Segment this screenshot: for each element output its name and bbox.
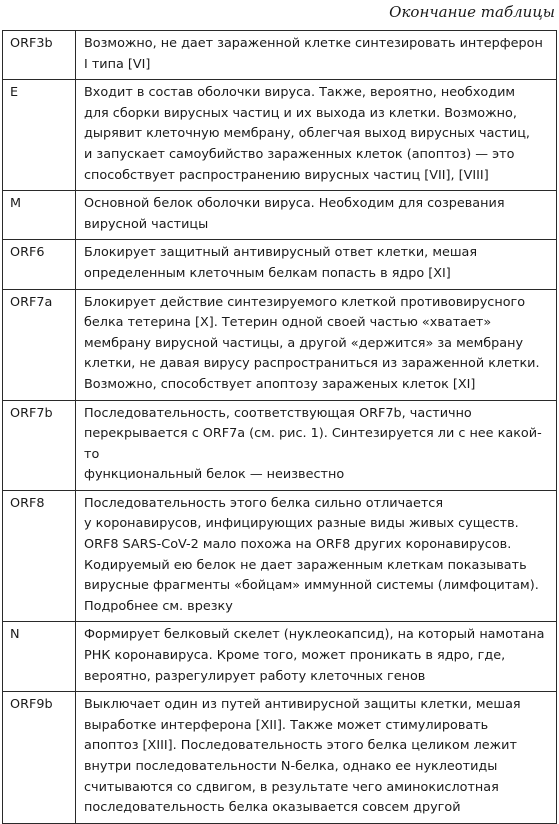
- gene-name-cell: ORF9b: [3, 692, 76, 824]
- description-line: перекрывается с ORF7a (см. рис. 1). Синтезируется ли с нее какой-то: [84, 426, 542, 462]
- table-row: [3, 289, 557, 400]
- description-line: Последовательность, соответствующая ORF7b, частично: [84, 405, 472, 421]
- gene-description-cell: [76, 240, 557, 289]
- description-line: вирусной частицы: [84, 216, 209, 232]
- description-line: I типа [VI]: [84, 56, 151, 72]
- description-line: внутри последовательности N-белка, однако ее нуклеотиды: [84, 759, 498, 774]
- description-line: Основной белок оболочки вируса. Необходим для созревания: [84, 196, 505, 212]
- table-row: [3, 31, 557, 80]
- description-line: Последовательность этого белка сильно отличается: [84, 495, 444, 511]
- table-row: [3, 191, 557, 240]
- gene-description-cell: [76, 692, 557, 824]
- description-line: способствует распространению вирусных частиц [VII], [VIII]: [84, 167, 489, 183]
- gene-description-cell: [76, 289, 557, 400]
- description-line: мембрану вирусной частицы, а другой «держится» за мембрану: [84, 335, 524, 351]
- description-line: дырявит клеточную мембрану, облегчая выход вирусных частиц,: [84, 126, 530, 142]
- description-line: у коронавирусов, инфицирующих разные виды живых существ.: [84, 516, 519, 532]
- description-line: считываются со сдвигом, в результате чего аминокислотная: [84, 779, 499, 795]
- gene-function-table: [2, 30, 557, 824]
- description-line: функциональный белок — неизвестно: [84, 467, 345, 483]
- table-row: [3, 80, 557, 191]
- gene-description-cell: [76, 80, 557, 191]
- gene-description-cell: [76, 622, 557, 692]
- description-line: ORF8 SARS-CoV-2 мало похожа на ORF8 других коронавирусов.: [84, 537, 512, 553]
- table-row: [3, 692, 557, 824]
- description-line: Формирует белковый скелет (нуклеокапсид), на который намотана: [84, 627, 545, 643]
- gene-name-cell: E: [3, 80, 76, 191]
- gene-name-cell: ORF7b: [3, 400, 76, 490]
- description-line: Возможно, способствует апоптозу зараженых клеток [XI]: [84, 376, 476, 392]
- description-line: и запускает самоубийство зараженных клеток (апоптоз) — это: [84, 146, 515, 162]
- description-line: Возможно, не дает зараженной клетке синтезировать интерферон: [84, 36, 543, 51]
- gene-name-cell: ORF3b: [3, 31, 76, 80]
- description-line: Подробнее см. врезку: [84, 598, 233, 614]
- description-line: белка тетерина [X]. Тетерин одной своей частью «хватает»: [84, 315, 492, 331]
- table-row: [3, 490, 557, 622]
- description-line: вероятно, разрегулирует работу клеточных генов: [84, 668, 426, 684]
- gene-name-cell: ORF8: [3, 490, 76, 622]
- gene-description-cell: [76, 400, 557, 490]
- description-line: Кодируемый ею белок не дает зараженным клеткам показывать: [84, 557, 527, 573]
- gene-description-cell: [76, 490, 557, 622]
- description-line: для сборки вирусных частиц и их выхода из клетки. Возможно,: [84, 105, 517, 121]
- table-row: [3, 240, 557, 289]
- table-row: [3, 400, 557, 490]
- description-line: Входит в состав оболочки вируса. Также, вероятно, необходим: [84, 85, 516, 101]
- description-line: Выключает один из путей антивирусной защиты клетки, мешая: [84, 697, 521, 713]
- description-line: последовательность белка оказывается совсем другой: [84, 800, 461, 816]
- description-line: Блокирует защитный антивирусный ответ клетки, мешая: [84, 245, 478, 261]
- gene-name-cell: ORF7a: [3, 289, 76, 400]
- description-line: определенным клеточным белкам попасть в ядро [XI]: [84, 265, 451, 281]
- gene-name-cell: N: [3, 622, 76, 692]
- description-line: апоптоз [XIII]. Последовательность этого белка целиком лежит: [84, 738, 517, 754]
- description-line: вирусные фрагменты «бойцам» иммунной системы (лимфоцитам).: [84, 578, 539, 594]
- gene-name-cell: ORF6: [3, 240, 76, 289]
- gene-name-cell: M: [3, 191, 76, 240]
- table-continuation-caption: Окончание таблицы: [389, 3, 555, 21]
- table-row: [3, 622, 557, 692]
- description-line: Блокирует действие синтезируемого клеткой противовирусного: [84, 294, 526, 310]
- gene-description-cell: [76, 31, 557, 80]
- description-line: клетки, не давая вирусу распространиться из зараженной клетки.: [84, 356, 540, 372]
- table-body: [3, 31, 557, 824]
- description-line: выработке интерферона [XII]. Также может стимулировать: [84, 717, 489, 733]
- description-line: РНК коронавируса. Кроме того, может проникать в ядро, где,: [84, 648, 506, 664]
- gene-description-cell: [76, 191, 557, 240]
